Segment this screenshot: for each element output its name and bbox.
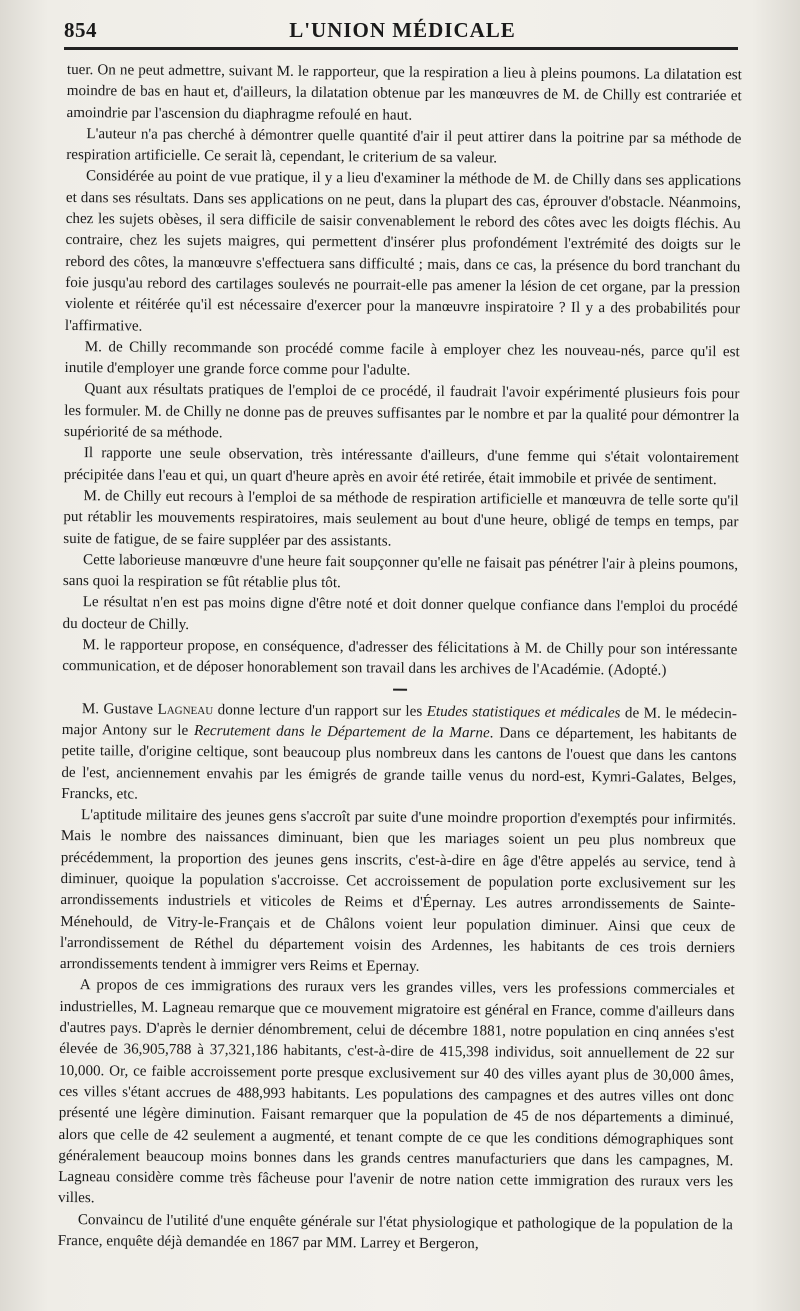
intro-rest: . Dans ce département, les habitants de petite taille, d'origine celtique, sont beaucoup plus nombreux dans les cantons de l'ouest que dans les cantons de l'est, anciennement envahis par les émigrés de grande taille venus du nord-est, Kymri-Galates, Belges, Francks, etc. bbox=[61, 725, 737, 803]
work-title: Etudes statistiques et médicales bbox=[426, 703, 621, 721]
paragraph: tuer. On ne peut admettre, suivant M. le rapporteur, que la respiration a lieu à pleins poumons. La dilatation est moindre de bas en haut et, d'ailleurs, la dilatation obtenue par les manœuvres de M. de Chilly est contrariée et amoindrie par l'ascension du diaphragme refoulé en haut. bbox=[66, 61, 742, 124]
paragraph: M. de Chilly recommande son procédé comme facile à employer chez les nouveau-nés, parce qu'il est inutile d'employer une grande force comme pour l'adulte. bbox=[64, 339, 740, 379]
page-number: 854 bbox=[64, 18, 97, 42]
journal-title: L'UNION MÉDICALE bbox=[289, 18, 516, 42]
header-rule bbox=[64, 47, 738, 50]
paragraph: L'aptitude militaire des jeunes gens s'accroît par suite d'une moindre proportion d'exemptés pour infirmités. Mais le nombre des naissances diminuant, bien que les mariages soient un peu plus nombreux que précédemment, la proportion des jeunes gens inscrits, c'est-à-dire en âge d'être appelés au service, tend à diminuer, quoique la population s'accroisse. Cet accroissement de population porte exclusivement sur les arrondissements industriels et viticoles de Reims et d'Épernay. Les autres arrondissements de Sainte-Ménehould, de Vitry-le-Français et de Châlons voient leur population diminuer. Ainsi que ceux de l'arrondissement de Réthel du département voisin des Ardennes, les habitants de ces trois derniers arrondissements tendent à immigrer vers Reims et Epernay. bbox=[59, 807, 737, 975]
paragraph: L'auteur n'a pas cherché à démontrer quelle quantité d'air il peut attirer dans la poitrine par sa méthode de respiration artificielle. Ce serait là, cependant, le criterium de sa valeur. bbox=[66, 126, 742, 167]
paragraph: M. le rapporteur propose, en conséquence, d'adresser des félicitations à M. de Chilly pour son intéressante communication, et de déposer honorablement son travail dans les archives de l'Académie. (Adopté.) bbox=[62, 637, 738, 680]
paragraph: Cette laborieuse manœuvre d'une heure fait soupçonner qu'elle ne faisait pas pénétrer l'air à pleins poumons, sans quoi la respiration se fût rétablie plus tôt. bbox=[62, 551, 739, 592]
section-separator bbox=[393, 688, 407, 690]
intro-mid: donne lecture d'un rapport sur les bbox=[213, 701, 427, 720]
running-head bbox=[60, 14, 745, 44]
lagneau-paragraph bbox=[61, 699, 737, 811]
article-body bbox=[58, 60, 742, 1258]
paragraph: Il rapporte une seule observation, très intéressante d'ailleurs, d'une femme qui s'était volontairement précipitée dans l'eau et qui, un quart d'heure après en avoir été retirée, était immobile et privée de sentiment. bbox=[63, 445, 739, 488]
paragraph: A propos de ces immigrations des ruraux vers les grandes villes, vers les professions commerciales et industrielles, M. Lagneau remarque que ce mouvement migratoire est général en France, comme d'ailleurs dans d'autres pays. D'après le dernier dénombrement, celui de décembre 1881, notre population en cinq années s'est élevée de 36,905,788 à 37,321,186 habitants, c'est-à-dire de 415,398 individus, soit annuellement de 22 sur 10,000. Or, ce faible accroissement porte presque exclusivement sur 40 des villes ayant plus de 30,000 âmes, ces villes s'étant accrues de 488,993 habitants. Les populations des campagnes et des autres villes ont donc présenté une légère diminution. Faisant remarquer que la population de 45 de nos départements a diminué, alors que celle de 42 seulement a augmenté, et tenant compte de ce que les conditions démographiques sont généralement beaucoup moins bonnes dans les grands centres manufacturiers que dans les campagnes, M. Lagneau considère comme très fâcheuse pour l'avenir de notre nation cette immigration des ruraux vers les villes. bbox=[57, 977, 735, 1207]
work-title: Recrutement dans le Département de la Marne bbox=[193, 722, 490, 742]
paragraph: Considérée au point de vue pratique, il y a lieu d'examiner la méthode de M. de Chilly dans ses applications et dans ses résultats. Dans ses applications on ne peut, dans la plupart des cas, éprouver d'obstacle. Néanmoins, chez les sujets obèses, il sera difficile de saisir convenablement le rebord des côtes avec les doigts fléchis. Au contraire, chez les sujets maigres, qui permettent d'insérer plus profondément l'extrémité des doigts sur le rebord des côtes, la manœuvre s'effectuera sans difficulté ; mais, dans ce cas, la présence du bord tranchant du foie jusqu'au rebord des cartilages soulevés ne pourrait-elle pas amener la lésion de cet organe, par la pression violente et réitérée qu'il est nécessaire d'exercer pour la manœuvre inspiratoire ? Il y a des probabilités pour l'affirmative. bbox=[64, 168, 742, 335]
paragraph: Quant aux résultats pratiques de l'emploi de ce procédé, il faudrait l'avoir expérimenté plusieurs fois pour les formuler. M. de Chilly ne donne pas de preuves suffisantes par le nombre et par la qualité pour démontrer la supériorité de sa méthode. bbox=[64, 381, 740, 442]
paragraph: Convaincu de l'utilité d'une enquête générale sur l'état physiologique et pathologique de la population de la France, enquête déjà demandée en 1867 par MM. Larrey et Bergeron, bbox=[57, 1211, 733, 1253]
intro-prefix: M. Gustave bbox=[81, 700, 158, 718]
paragraph: M. de Chilly eut recours à l'emploi de sa méthode de respiration artificielle et manœuvra de telle sorte qu'il put rétablir les mouvements respiratoires, mais seulement au bout d'une heure, obligé de temps en temps, par suite de fatigue, de se faire suppléer par des assistants. bbox=[63, 488, 739, 550]
author-name: Lagneau bbox=[157, 701, 214, 718]
paragraph: Le résultat n'en est pas moins digne d'être noté et doit donner quelque confiance dans l'emploi du procédé du docteur de Chilly. bbox=[62, 594, 738, 633]
intro-mid: de M. le médecin-major Antony sur le bbox=[61, 704, 737, 739]
